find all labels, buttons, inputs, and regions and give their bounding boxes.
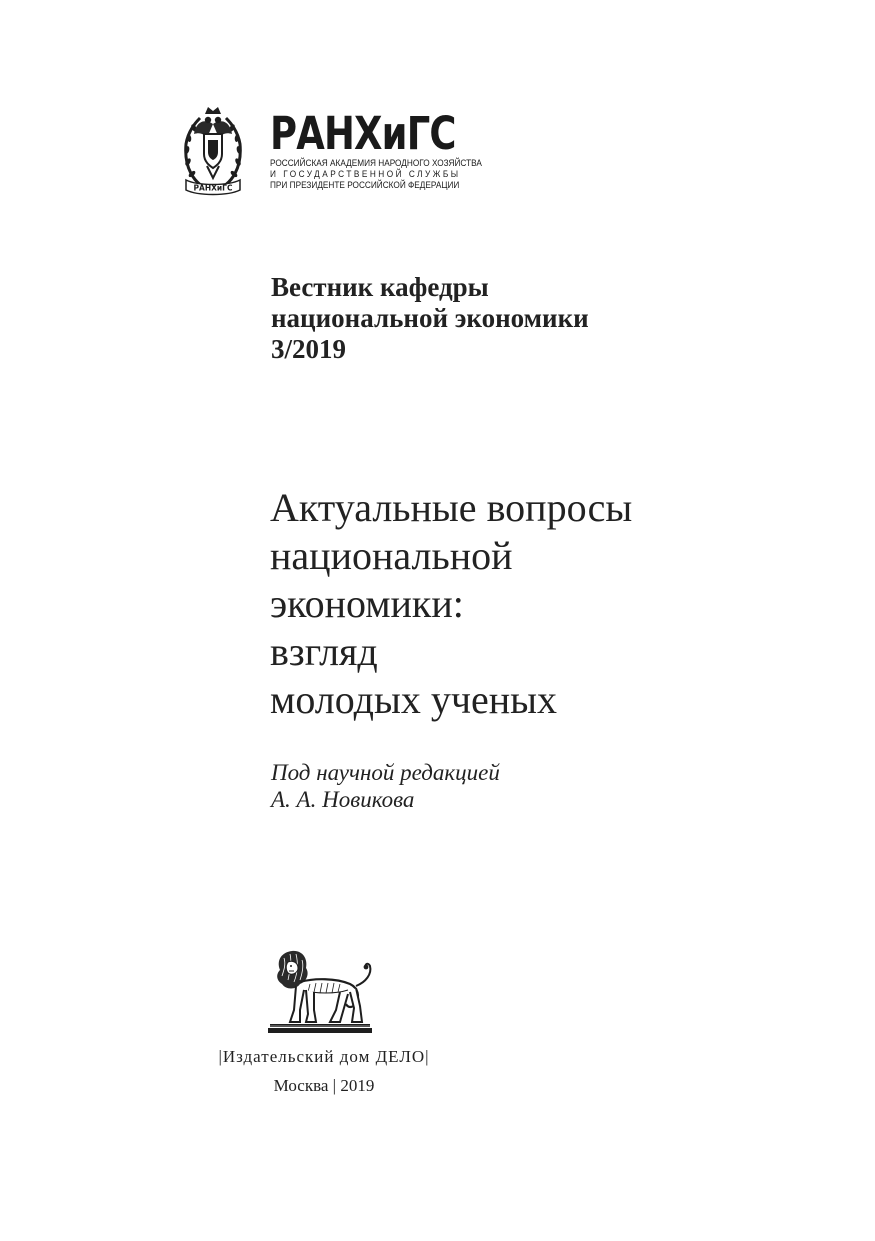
book-title bbox=[270, 484, 830, 724]
title-line-5: молодых ученых bbox=[270, 677, 557, 722]
series-title bbox=[271, 272, 791, 365]
publication-place-year: Москва | 2019 bbox=[273, 1076, 375, 1095]
lion-on-book-icon bbox=[266, 948, 382, 1038]
brand-name-line-1: РОССИЙСКАЯ АКАДЕМИЯ НАРОДНОГО ХОЗЯЙСТВА bbox=[270, 158, 482, 169]
brand-block bbox=[270, 107, 482, 191]
brand-name-line-2: И ГОСУДАРСТВЕННОЙ СЛУЖБЫ bbox=[270, 169, 461, 180]
title-line-4: взгляд bbox=[270, 629, 378, 674]
title-line-1: Актуальные вопросы bbox=[270, 485, 633, 530]
series-issue-number: 3/2019 bbox=[271, 334, 347, 364]
series-line-2: национальной экономики bbox=[271, 303, 589, 333]
ranepa-crest-icon bbox=[180, 104, 246, 198]
brand-abbreviation: РАНХиГС bbox=[270, 107, 456, 160]
editor-credit bbox=[271, 759, 671, 813]
series-line-1: Вестник кафедры bbox=[271, 272, 489, 302]
publisher-name: |Издательский дом ДЕЛО| bbox=[218, 1047, 430, 1066]
title-line-2: национальной bbox=[270, 533, 513, 578]
title-line-3: экономики: bbox=[270, 581, 464, 626]
brand-name-line-3: ПРИ ПРЕЗИДЕНТЕ РОССИЙСКОЙ ФЕДЕРАЦИИ bbox=[270, 180, 460, 191]
editor-name: А. А. Новикова bbox=[271, 787, 415, 812]
editor-caption: Под научной редакцией bbox=[271, 760, 500, 785]
emblem-ribbon-text: РАНХиГС bbox=[193, 183, 233, 193]
